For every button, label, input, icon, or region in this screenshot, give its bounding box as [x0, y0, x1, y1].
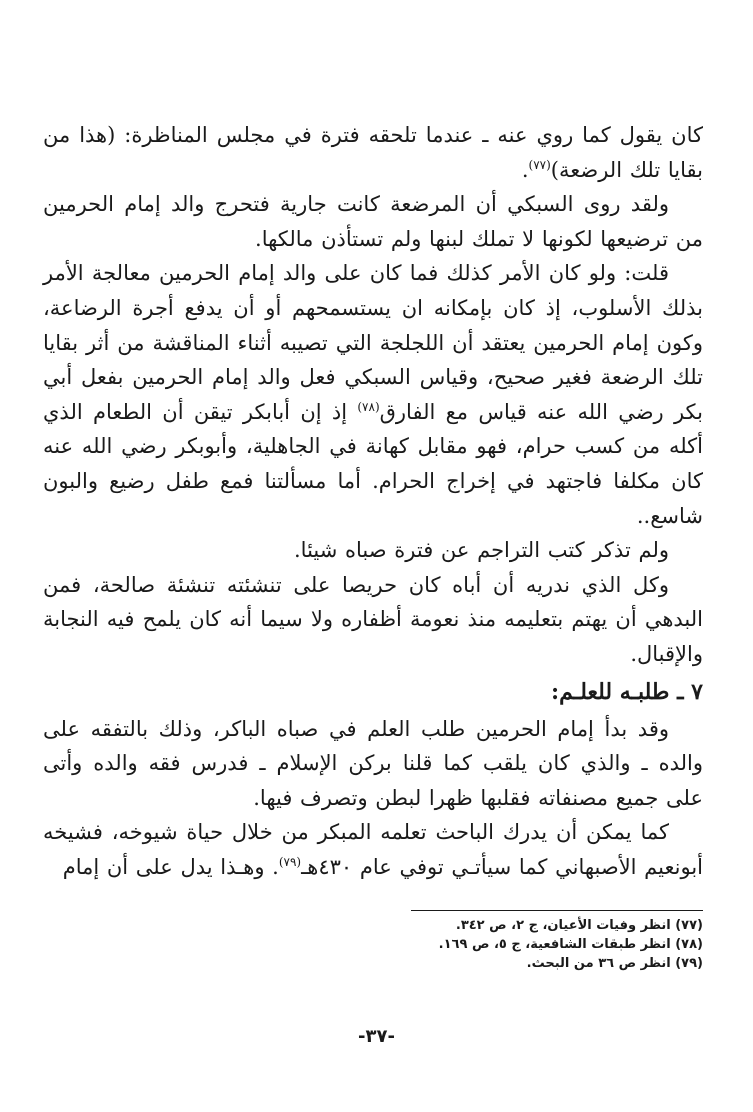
- paragraph-4: ولم تذكر كتب التراجم عن فترة صباه شيئا.: [294, 538, 669, 563]
- section-heading: ٧ ـ طلبـه للعلـم:: [550, 678, 703, 705]
- footnote-77: (٧٧) انظر وفيات الأعيان، ج ٢، ص ٣٤٢.: [455, 918, 703, 933]
- body-text: [43, 118, 703, 884]
- footnote-ref-77[interactable]: (٧٧): [528, 157, 551, 172]
- footnote-ref-78[interactable]: (٧٨): [357, 399, 380, 414]
- paragraph-2: ولقد روى السبكي أن المرضعة كانت جارية فتحرج والد إمام الحرمين من ترضيعها لكونها لا تملك لبنها ولم تستأذن مالكها.: [43, 192, 703, 251]
- paragraph-3: قلت: ولو كان الأمر كذلك فما كان على والد إمام الحرمين معالجة الأمر بذلك الأسلوب، إذ كان بإمكانه ان يستسمحهم أو أن يدفع أجرة الرضاعة، وكون إمام الحرمين يعتقد أن اللجلجة التي تصيبه أثناء المناقشة من أثر بقايا تلك الرضعة فغير صحيح، وقياس السبكي فعل والد إمام الحرمين بفعل أبي بكر رضي الله عنه قياس مع الفارق$^{(٧٨)}$ إذ إن أبابكر تيقن أن الطعام الذي أكله من كسب حرام، فهو مقابل كهانة في الجاهلية، وأبوبكر رضي الله عنه كان مكلفا فاجتهد في إخراج الحرام. أما مسألتنا فمع طفل رضيع والبون شاسع..: [43, 261, 703, 528]
- footnotes: [303, 916, 703, 973]
- paragraph-7: كما يمكن أن يدرك الباحث تعلمه المبكر من خلال حياة شيوخه، فشيخه أبونعيم الأصبهاني كما سيأتـي توفي عام ٤٣٠هـ$^{(٧٩)}$. وهـذا يدل على أن إمام: [43, 820, 703, 879]
- paragraph-6: وقد بدأ إمام الحرمين طلب العلم في صباه الباكر، وذلك بالتفقه على والده ـ والذي كان يلقب كما قلنا بركن الإسلام ـ فدرس فقه والده وأتى على جميع مصنفاته فقلبها ظهرا لبطن وتصرف فيها.: [43, 716, 703, 810]
- footnote-separator: [411, 910, 703, 911]
- paragraph-1: كان يقول كما روي عنه ـ عندما تلحقه فترة في مجلس المناظرة: (هذا من بقايا تلك الرضعة)$^{(٧٧)}$.: [43, 123, 703, 182]
- paragraph-5: وكل الذي ندريه أن أباه كان حريصا على تنشئته تنشئة صالحة، فمن البدهي أن يهتم بتعليمه منذ نعومة أظفاره ولا سيما أنه كان يلمح فيه النجابة والإقبال.: [43, 572, 703, 666]
- footnote-79: (٧٩) انظر ص ٣٦ من البحث.: [526, 956, 703, 971]
- footnote-78: (٧٨) انظر طبقات الشافعية، ج ٥، ص ١٦٩.: [438, 937, 703, 952]
- page-number: -٣٧-: [358, 1026, 395, 1047]
- footnote-ref-79[interactable]: (٧٩): [278, 854, 302, 869]
